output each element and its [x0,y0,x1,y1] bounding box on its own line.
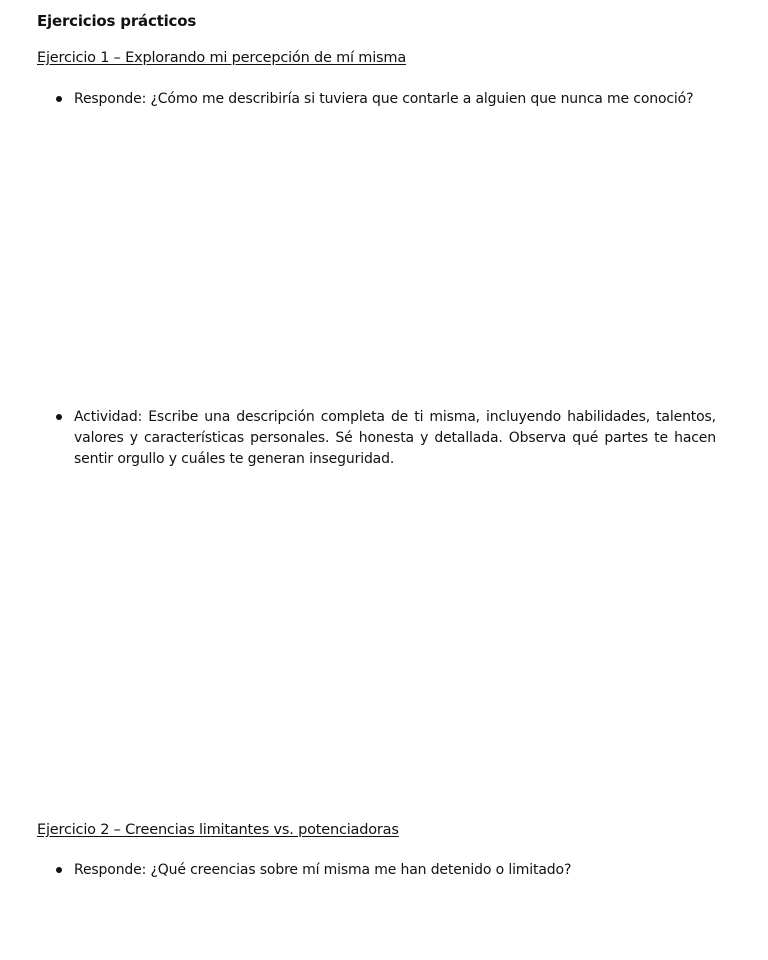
list-item-text: Responde: ¿Cómo me describiría si tuviera que contarle a alguien que nunca me conoció? [74,91,694,107]
section-heading-ejercicio-2: Ejercicio 2 – Creencias limitantes vs. potenciadoras [37,822,399,838]
bullet-icon [56,867,62,873]
section-heading-ejercicio-1: Ejercicio 1 – Explorando mi percepción de mí misma [37,50,407,66]
list-item-text: Actividad: Escribe una descripción completa de ti misma, incluyendo habilidades, talentos, valores y características personales. Sé honesta y detallada. Observa qué partes te hacen sentir orgullo y cuáles te generan inseguridad. [74,409,716,467]
page-title: Ejercicios prácticos [37,12,197,30]
list-item [56,860,716,881]
list-item-text: Responde: ¿Qué creencias sobre mí misma me han detenido o limitado? [74,862,572,878]
bullet-icon [56,414,62,420]
list-item [56,407,716,470]
list-item [56,89,716,110]
bullet-icon [56,96,62,102]
